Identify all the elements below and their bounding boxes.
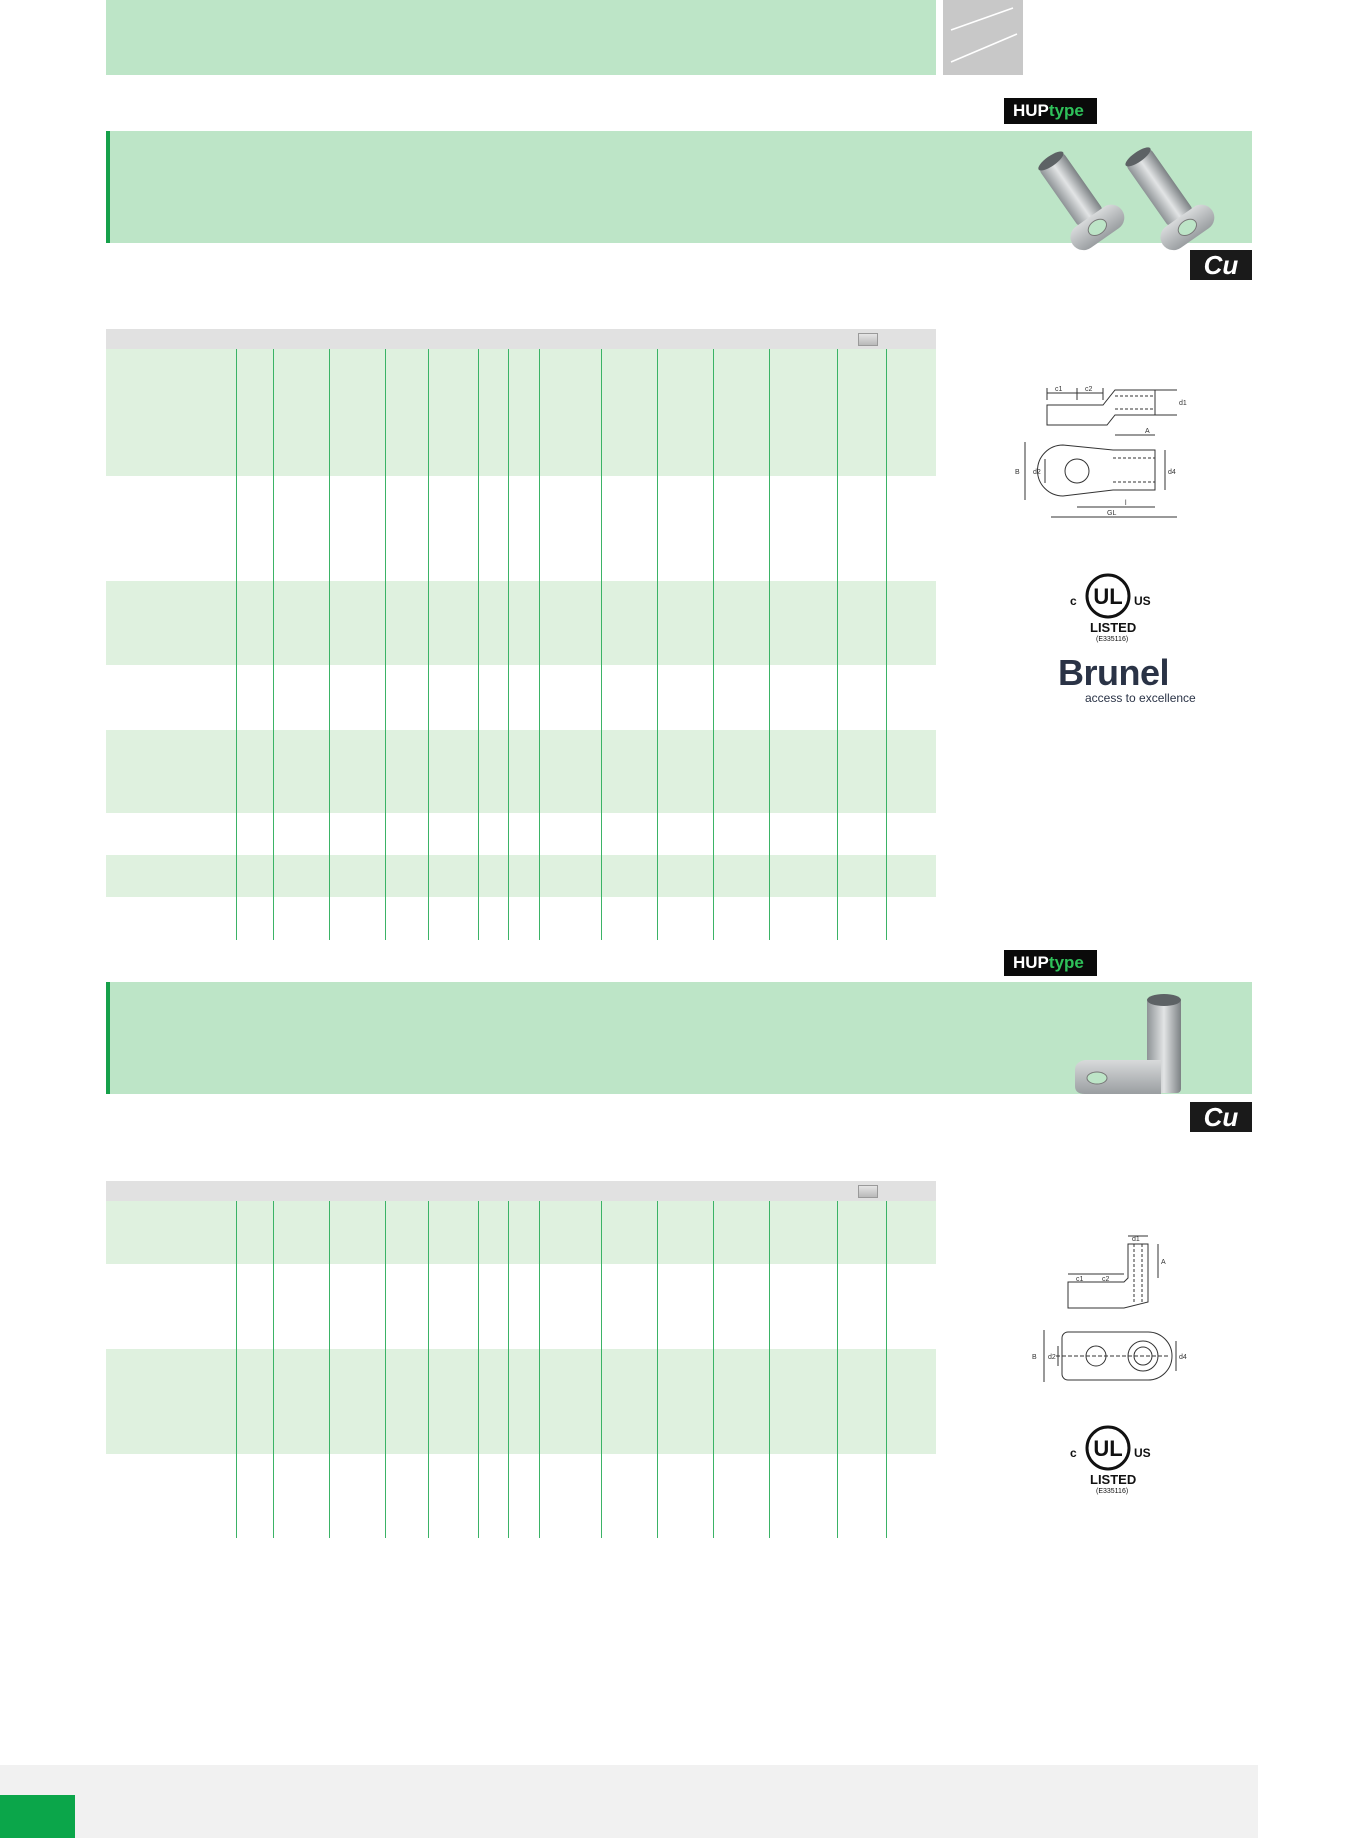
column-rule <box>539 1201 540 1538</box>
label-d4: d4 <box>1168 469 1176 476</box>
column-rule <box>329 349 330 940</box>
column-rule <box>478 349 479 940</box>
table-row <box>106 581 936 665</box>
column-rule <box>713 1201 714 1538</box>
ul-status: LISTED <box>1090 1472 1137 1487</box>
table-row <box>106 855 936 897</box>
column-rule <box>385 349 386 940</box>
column-rule <box>428 1201 429 1538</box>
label-d1: d1 <box>1179 400 1187 407</box>
column-rule <box>329 1201 330 1538</box>
column-rule <box>478 1201 479 1538</box>
hup-type-badge <box>1004 950 1097 976</box>
label-c2: c2 <box>1102 1276 1110 1283</box>
column-rule <box>886 1201 887 1538</box>
badge-prefix: HUP <box>1013 953 1049 972</box>
page-header-band <box>106 0 936 75</box>
label-b: B <box>1032 1354 1037 1361</box>
table-row <box>106 730 936 813</box>
table-row <box>106 1201 936 1264</box>
ul-left-label: c <box>1070 1446 1077 1460</box>
column-rule <box>601 1201 602 1538</box>
label-c1: c1 <box>1055 386 1063 393</box>
table-row <box>106 349 936 476</box>
dimension-drawing <box>1005 380 1210 530</box>
cable-lug-photo <box>1020 135 1250 260</box>
column-rule <box>428 349 429 940</box>
label-d4: d4 <box>1179 1354 1187 1361</box>
copper-material-badge: Cu <box>1190 1102 1252 1132</box>
brunel-logo: Brunel <box>1058 652 1170 693</box>
copper-material-badge: Cu <box>1190 250 1252 280</box>
column-rule <box>385 1201 386 1538</box>
column-rule <box>236 349 237 940</box>
dimension-drawing <box>1018 1232 1208 1392</box>
ul-mark-text: UL <box>1093 584 1123 609</box>
label-a: A <box>1161 1259 1166 1266</box>
column-rule <box>657 349 658 940</box>
ul-file-number: (E335116) <box>1096 1488 1129 1495</box>
label-c1: c1 <box>1076 1276 1084 1283</box>
label-d1: d1 <box>1132 1236 1140 1243</box>
column-rule <box>508 349 509 940</box>
ul-listed-mark <box>1070 572 1160 647</box>
column-rule <box>539 349 540 940</box>
ul-right-label: US <box>1134 594 1151 608</box>
ul-left-label: c <box>1070 594 1077 608</box>
cube-icon <box>858 1185 878 1198</box>
table-row <box>106 1349 936 1454</box>
column-rule <box>713 349 714 940</box>
brunel-tagline: access to excellence <box>1085 691 1196 705</box>
ul-logo-icon <box>1084 572 1132 620</box>
column-rule <box>273 349 274 940</box>
ul-right-label: US <box>1134 1446 1151 1460</box>
label-l: l <box>1125 500 1127 507</box>
column-rule <box>837 1201 838 1538</box>
label-d2: d2 <box>1033 469 1041 476</box>
badge-suffix: type <box>1048 101 1084 120</box>
page-footer <box>0 1765 1258 1838</box>
label-b: B <box>1015 469 1020 476</box>
column-rule <box>236 1201 237 1538</box>
column-rule <box>837 349 838 940</box>
column-rule <box>769 349 770 940</box>
column-rule <box>769 1201 770 1538</box>
table-header <box>106 1181 936 1201</box>
hup-type-badge <box>1004 98 1097 124</box>
column-rule <box>657 1201 658 1538</box>
label-a: A <box>1145 428 1150 435</box>
angled-cable-lug-photo <box>1065 990 1195 1105</box>
column-rule <box>601 349 602 940</box>
label-d2: d2 <box>1048 1354 1056 1361</box>
cube-icon <box>858 333 878 346</box>
slash-lines-icon <box>943 0 1023 75</box>
footer-accent-tab <box>0 1795 75 1838</box>
column-rule <box>508 1201 509 1538</box>
ul-logo-icon <box>1084 1424 1132 1472</box>
label-gl: GL <box>1107 510 1117 517</box>
corner-tab <box>943 0 1023 75</box>
column-rule <box>886 349 887 940</box>
badge-prefix: HUP <box>1013 101 1049 120</box>
column-rule <box>273 1201 274 1538</box>
ul-file-number: (E335116) <box>1096 636 1129 643</box>
ul-listed-mark <box>1070 1424 1160 1499</box>
ul-mark-text: UL <box>1093 1436 1123 1461</box>
badge-suffix: type <box>1048 953 1084 972</box>
label-c2: c2 <box>1085 386 1093 393</box>
ul-status: LISTED <box>1090 620 1137 635</box>
table-header <box>106 329 936 349</box>
